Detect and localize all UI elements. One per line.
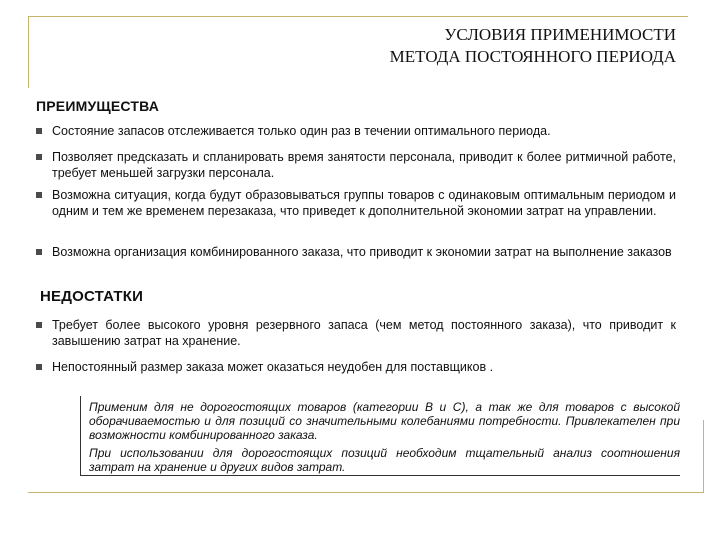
square-bullet-icon <box>36 364 42 370</box>
advantage-item <box>36 124 676 140</box>
advantage-item <box>36 188 676 219</box>
note-paragraph-1: Применим для не дорогостоящих товаров (категории В и С), а так же для товаров с высокой оборачиваемостью и для позиций со значительными колебаниями потребности. Привлекателен при возможности комбинированного заказа. <box>89 400 680 442</box>
right-border-line <box>703 420 704 492</box>
advantage-text: Состояние запасов отслеживается только один раз в течении оптимального периода. <box>52 124 551 138</box>
top-border-line <box>28 16 688 17</box>
note-box <box>80 396 680 476</box>
square-bullet-icon <box>36 154 42 160</box>
advantage-text: Позволяет предсказать и спланировать время занятости персонала, приводит к более ритмичной работе, требует меньшей загрузки персонала. <box>52 150 676 180</box>
disadvantage-text: Требует более высокого уровня резервного запаса (чем метод постоянного заказа), что приводит к завышению затрат на хранение. <box>52 318 676 348</box>
slide-title <box>116 24 676 68</box>
square-bullet-icon <box>36 322 42 328</box>
square-bullet-icon <box>36 192 42 198</box>
disadvantage-item <box>36 360 676 376</box>
square-bullet-icon <box>36 249 42 255</box>
advantage-text: Возможна организация комбинированного заказа, что приводит к экономии затрат на выполнение заказов <box>52 245 672 259</box>
advantage-item <box>36 245 676 261</box>
disadvantages-heading: НЕДОСТАТКИ <box>40 288 144 305</box>
left-border-line <box>28 16 29 88</box>
bottom-border-line <box>28 492 704 493</box>
disadvantage-text: Непостоянный размер заказа может оказаться неудобен для поставщиков . <box>52 360 494 374</box>
advantages-heading: ПРЕИМУЩЕСТВА <box>36 98 160 114</box>
disadvantage-item <box>36 318 676 349</box>
title-line-1: УСЛОВИЯ ПРИМЕНИМОСТИ <box>444 25 676 44</box>
note-paragraph-2: При использовании для дорогостоящих позиций необходим тщательный анализ соотношения затрат на хранение и других видов затрат. <box>89 446 680 474</box>
square-bullet-icon <box>36 128 42 134</box>
title-line-2: МЕТОДА ПОСТОЯННОГО ПЕРИОДА <box>389 47 676 66</box>
advantage-text: Возможна ситуация, когда будут образовываться группы товаров с одинаковым оптимальным периодом и одним и тем же временем перезаказа, что приведет к дополнительной экономии затрат на управлении. <box>52 188 676 218</box>
advantage-item <box>36 150 676 181</box>
